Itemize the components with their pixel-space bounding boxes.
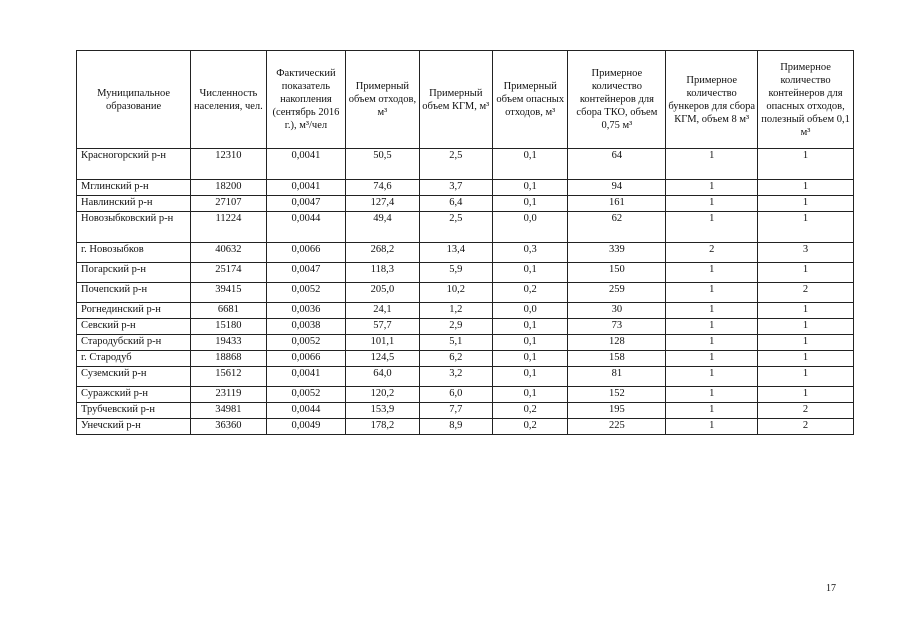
table-cell: 0,0047 (266, 196, 346, 212)
table-cell: 1 (666, 419, 758, 435)
table-cell: 1 (758, 351, 854, 367)
municipality-cell: Красногорский р-н (77, 149, 191, 180)
table-cell: 1 (758, 387, 854, 403)
table-cell: 0,0 (493, 212, 568, 243)
table-cell: 18200 (191, 180, 266, 196)
table-cell: 49,4 (346, 212, 419, 243)
table-cell: 25174 (191, 263, 266, 283)
table-row (77, 243, 854, 263)
table-cell: 2,5 (419, 149, 492, 180)
table-cell: 6,0 (419, 387, 492, 403)
table-cell: 1 (666, 335, 758, 351)
table-cell: 161 (568, 196, 666, 212)
table-row (77, 335, 854, 351)
table-cell: 5,9 (419, 263, 492, 283)
table-cell: 152 (568, 387, 666, 403)
table-cell: 118,3 (346, 263, 419, 283)
table-cell: 12310 (191, 149, 266, 180)
column-header: Примерное количество контейнеров для опасных отходов, полезный объем 0,1 м³ (758, 51, 854, 149)
table-cell: 150 (568, 263, 666, 283)
table-cell: 1 (666, 303, 758, 319)
table-cell: 6,4 (419, 196, 492, 212)
table-body (77, 149, 854, 435)
table-cell: 2 (758, 403, 854, 419)
table-cell: 6681 (191, 303, 266, 319)
table-cell: 36360 (191, 419, 266, 435)
table-cell: 1 (758, 263, 854, 283)
table-cell: 1 (758, 367, 854, 387)
table-row (77, 283, 854, 303)
table-cell: 178,2 (346, 419, 419, 435)
waste-table (76, 50, 854, 435)
table-cell: 1 (666, 403, 758, 419)
table-cell: 64,0 (346, 367, 419, 387)
table-cell: 1 (758, 149, 854, 180)
table-cell: 0,1 (493, 351, 568, 367)
table-cell: 1 (666, 263, 758, 283)
column-header: Примерный объем опасных отходов, м³ (493, 51, 568, 149)
table-cell: 27107 (191, 196, 266, 212)
municipality-cell: г. Стародуб (77, 351, 191, 367)
table-cell: 127,4 (346, 196, 419, 212)
table-row (77, 149, 854, 180)
table-cell: 0,0047 (266, 263, 346, 283)
page-number: 17 (826, 583, 836, 594)
table-row (77, 367, 854, 387)
table-cell: 0,0036 (266, 303, 346, 319)
municipality-cell: Мглинский р-н (77, 180, 191, 196)
table-cell: 5,1 (419, 335, 492, 351)
municipality-cell: Унечский р-н (77, 419, 191, 435)
column-header: Примерный объем отходов, м³ (346, 51, 419, 149)
table-cell: 24,1 (346, 303, 419, 319)
table-cell: 205,0 (346, 283, 419, 303)
table-cell: 0,0052 (266, 335, 346, 351)
table-cell: 158 (568, 351, 666, 367)
column-header: Примерное количество бункеров для сбора КГМ, объем 8 м³ (666, 51, 758, 149)
table-cell: 0,0041 (266, 149, 346, 180)
table-cell: 1 (758, 212, 854, 243)
table-cell: 0,0066 (266, 243, 346, 263)
table-cell: 2,5 (419, 212, 492, 243)
table-cell: 74,6 (346, 180, 419, 196)
table-cell: 0,0044 (266, 403, 346, 419)
table-cell: 1 (666, 387, 758, 403)
table-cell: 195 (568, 403, 666, 419)
table-cell: 0,0 (493, 303, 568, 319)
table-cell: 0,1 (493, 335, 568, 351)
table-cell: 15180 (191, 319, 266, 335)
table-cell: 339 (568, 243, 666, 263)
table-cell: 2 (666, 243, 758, 263)
column-header: Численность населения, чел. (191, 51, 266, 149)
table-cell: 81 (568, 367, 666, 387)
table-cell: 1 (666, 319, 758, 335)
municipality-cell: Суземский р-н (77, 367, 191, 387)
table-cell: 3 (758, 243, 854, 263)
table-cell: 1 (666, 180, 758, 196)
table-cell: 0,0041 (266, 367, 346, 387)
table-cell: 34981 (191, 403, 266, 419)
table-cell: 268,2 (346, 243, 419, 263)
table-cell: 0,1 (493, 367, 568, 387)
table-cell: 1 (758, 335, 854, 351)
table-cell: 1 (666, 196, 758, 212)
table-cell: 0,0049 (266, 419, 346, 435)
column-header: Муниципальное образование (77, 51, 191, 149)
table-cell: 19433 (191, 335, 266, 351)
municipality-cell: г. Новозыбков (77, 243, 191, 263)
table-row (77, 419, 854, 435)
table-row (77, 263, 854, 283)
table-cell: 11224 (191, 212, 266, 243)
table-cell: 50,5 (346, 149, 419, 180)
municipality-cell: Рогнединский р-н (77, 303, 191, 319)
table-row (77, 196, 854, 212)
table-cell: 1 (758, 180, 854, 196)
table-header-row (77, 51, 854, 149)
municipality-cell: Суражский р-н (77, 387, 191, 403)
table-cell: 128 (568, 335, 666, 351)
table-cell: 101,1 (346, 335, 419, 351)
table-cell: 0,1 (493, 180, 568, 196)
table-cell: 0,1 (493, 319, 568, 335)
table-cell: 40632 (191, 243, 266, 263)
municipality-cell: Почепский р-н (77, 283, 191, 303)
table-cell: 1 (666, 283, 758, 303)
table-row (77, 403, 854, 419)
column-header: Фактический показатель накопления (сентябрь 2016 г.), м³/чел (266, 51, 346, 149)
table-cell: 7,7 (419, 403, 492, 419)
table-cell: 64 (568, 149, 666, 180)
table-cell: 10,2 (419, 283, 492, 303)
column-header: Примерный объем КГМ, м³ (419, 51, 492, 149)
table-cell: 0,1 (493, 263, 568, 283)
table-cell: 18868 (191, 351, 266, 367)
table-cell: 259 (568, 283, 666, 303)
table-row (77, 212, 854, 243)
table-cell: 1 (758, 196, 854, 212)
table-cell: 0,0052 (266, 387, 346, 403)
table-cell: 1 (666, 367, 758, 387)
municipality-cell: Стародубский р-н (77, 335, 191, 351)
table-cell: 1 (758, 303, 854, 319)
table-cell: 15612 (191, 367, 266, 387)
municipality-cell: Навлинский р-н (77, 196, 191, 212)
table-cell: 6,2 (419, 351, 492, 367)
table-cell: 23119 (191, 387, 266, 403)
table-cell: 0,1 (493, 149, 568, 180)
municipality-cell: Севский р-н (77, 319, 191, 335)
table-cell: 1 (666, 212, 758, 243)
table-cell: 1,2 (419, 303, 492, 319)
municipality-cell: Новозыбковский р-н (77, 212, 191, 243)
table-cell: 3,7 (419, 180, 492, 196)
municipality-cell: Погарский р-н (77, 263, 191, 283)
table-row (77, 180, 854, 196)
table-cell: 0,1 (493, 196, 568, 212)
table-cell: 3,2 (419, 367, 492, 387)
table-cell: 0,2 (493, 403, 568, 419)
table-cell: 2 (758, 283, 854, 303)
table-cell: 0,1 (493, 387, 568, 403)
table-cell: 120,2 (346, 387, 419, 403)
table-row (77, 351, 854, 367)
table-cell: 8,9 (419, 419, 492, 435)
table-cell: 2,9 (419, 319, 492, 335)
table-cell: 30 (568, 303, 666, 319)
table-cell: 2 (758, 419, 854, 435)
table-cell: 73 (568, 319, 666, 335)
table-cell: 1 (666, 149, 758, 180)
table-cell: 0,0038 (266, 319, 346, 335)
table-cell: 0,2 (493, 283, 568, 303)
table-row (77, 319, 854, 335)
table-cell: 0,3 (493, 243, 568, 263)
table-cell: 0,0044 (266, 212, 346, 243)
municipality-cell: Трубчевский р-н (77, 403, 191, 419)
table-cell: 124,5 (346, 351, 419, 367)
table-cell: 94 (568, 180, 666, 196)
table-cell: 57,7 (346, 319, 419, 335)
column-header: Примерное количество контейнеров для сбора ТКО, объем 0,75 м³ (568, 51, 666, 149)
table-row (77, 387, 854, 403)
table-cell: 153,9 (346, 403, 419, 419)
table-cell: 39415 (191, 283, 266, 303)
table-cell: 0,0066 (266, 351, 346, 367)
table-cell: 0,0052 (266, 283, 346, 303)
table-cell: 0,0041 (266, 180, 346, 196)
table-cell: 1 (666, 351, 758, 367)
table-cell: 1 (758, 319, 854, 335)
table-cell: 225 (568, 419, 666, 435)
table-cell: 13,4 (419, 243, 492, 263)
table-cell: 0,2 (493, 419, 568, 435)
table-row (77, 303, 854, 319)
table-cell: 62 (568, 212, 666, 243)
